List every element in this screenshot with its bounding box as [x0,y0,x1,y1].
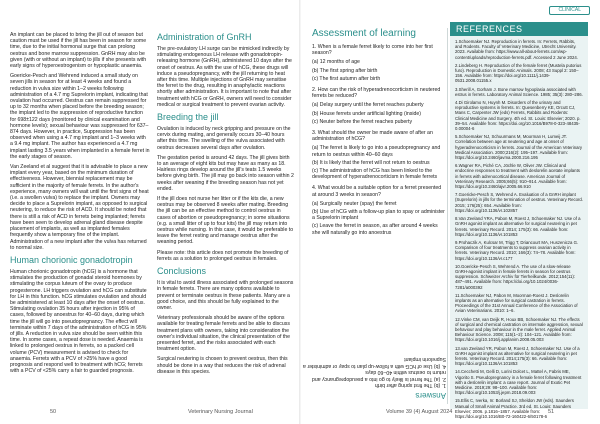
answer-option: (a) The ferret is likely to go into a pseudopregnancy and return to oestrus within 40–60 days [312,145,441,158]
answer-option: (b) House ferrets under artificial lighting (inside) [312,110,421,117]
paragraph: Ovulation is induced by neck gripping and pressure on the cervix during mating, and generally occurs 30–40 hours after this time. The swelling of the vulva associated with oestrus decreases several days after ovulation. [157,126,291,151]
paragraph: Surgical neutering is chosen to prevent oestrus, then this should be done in a way that reduces the risk of adrenal disease in this species. [157,356,288,375]
references-list [450,36,588,419]
left-column-2 [157,28,295,379]
question: 1. When is a female ferret likely to come into her first season? [312,44,433,57]
paragraph: Veterinary professionals should be aware of the options available for treating female ferrets and be able to discuss treatment plans with owners, taking into consideration the owner's individual situation, the clinical presentation of the presented ferret, and the risks associated with each treatment option. [157,315,291,353]
paragraph: The pre-ovulatory LH surge can be mimicked indirectly by stimulating endogenous LH release with gonadotropin-releasing hormone (GnRH), administered 10 days after the onset of oestrus. As with the use of hCG, these drugs will induce a pseudopregnancy, with the jill returning to heat after this time. Multiple injections of GnRH may sensitise the ferret to the drug, resulting in anaphylactic reactions shortly after administration. It is important to note that after treatment with hCG or GnRH, owners will need to consider medical or surgical treatment to prevent ovarian activity. [157,46,292,108]
section-heading-breeding: Breeding the jill [157,112,219,123]
reference-item: 12.Vinke CM, van Deijk R, Houx BB, Schoemaker NJ. The effects of surgical and chemical castration on intermale aggression, sexual behaviour and play behaviour in the male ferret. Applied Animal Behaviour Science. 2008; 115(1–2): 104–121. Available from: https://doi.org/10.1016/j.applanim.2008.05.003 [455,316,583,343]
answer-line: 1. (b) The first spring after birth [374,382,446,388]
reference-item: 14.Cecchetti M, Gelli D, Lorini Dolcet L, Mattel A, Fabris ME, Vigorito S. Pseudopregnancy in a female ferret following treatment with a deslorelin implant: a case report. Journal of Exotic Pet Medicine. 2019;29: 98–100. Available from: https://doi.org/10.1053/j.jepm.2018.09.003 [455,369,582,396]
references-panel [450,22,588,419]
paragraph: Van Zeeland et al suggest that it is advisable to place a new implant every year, based on the minimum duration of effectiveness. However, biennial replacement may be sufficient in the majority of female ferrets. In the author's experience, many owners will wait until the first signs of heat (i.e. a swollen vulva) to replace the implant. Owners may decide to place a Suprelorin implant, as opposed to surgical neutering, to reduce the risk of ACD. It should be noted that there is still a risk of ACD in ferrets being implanted; ferrets have been seen to develop adrenal gland disease despite placement of implants, as well as implanted females frequently show a temporary fine of the implant. Administration of a new implant after the vulva has returned to normal size. [10,164,149,251]
paragraph: Human chorionic gonadotropin (hCG) is a hormone that stimulates the production of gonadal steroid hormones by stimulating the corpus luteum of the ovary to produce progesterone. LH triggers ovulation and hCG can substitute for LH in this function. hCG stimulates ovulation and should be administered at least 10 days after the onset of oestrus. Stimulating ovulation 35 hours after injection in 95% of cases, followed by anoestrus for 40–60 days, during which time the jill will go into pseudopregnancy. The effect will terminate within 7 days of the administration of hCG in 95% of jills. A reduction in vulva size should be seen within this time. In some cases, a repeat dose is needed. Anaemia is linked to prolonged oestrus in ferrets, so a packed cell volume (PCV) measurement is advised to check for anaemia. Ferrets with a PCV of >25% have a good prognosis and respond well to treatment with hCG; ferrets with a PCV of <25% carry a fair to guarded prognosis. [10,268,147,375]
reference-item: 13.van Zeeland YR, Pabon M, Roest J, Schoemaker NJ. Use of a GnRH agonist implant as alternative for surgical neutering in pet ferrets. Veterinary Record. 2014;175(3): 66. Available from: https://doi.org/10.1136/vr.101853 [455,345,580,367]
paragraph: Please note: this article does not promote the breeding of ferrets as a solution to prolonged oestrus in females. [157,249,289,262]
answer-option: (b) The first spring after birth [312,67,378,74]
reference-item: 2.Lindeberg H. Reproduction of the female ferret (Mustela putorius furo). Reproduction in Domestic Animals. 2008; 43 Suppl 2: 150–156. Available from: https://doi.org/10.1111/j.1439-0531.2008.01155.x [455,62,582,84]
left-footer-journal: Veterinary Nursing Journal [188,409,253,415]
answer-option: (c) The first autumn after birth [312,75,381,82]
section-heading-hcg: Human chorionic gonadotropin [10,254,133,265]
reference-item: 6.Wagner RA, Piché CA, Jöchle W, Oliver JW. Clinical and endocrine responses to treatment with deslorelin acetate implants in ferrets with adrenocortical disease. American Journal of Veterinary Research. 2005;66(5): 910–914. Available from: https://doi.org/10.2460/ajvr.2005.66.910 [455,163,580,190]
paragraph: An implant can be placed to bring the jill out of season but caution must be used if the jill has been in season for some time, due to the initial hormonal surge that can prolong oestrus and bone marrow suppression. GnRH may also be given (with or without an implant) to jills if she presents with early signs of hyperoestrogenism or hypoplastic anaemia. [10,32,147,70]
reference-item: 11.Schoemaker NJ, Pabon M, Moorman-Roest J. Deslorelin implants as an alternative for surgical castration in ferrets. Proceedings of the 31st Annual Conference of the Association of Avian Veterinarians. 2010: 1–6. [455,292,578,314]
reference-item: 9.Prohaczik A, Kulcsar M, Trigg T, Driancourt MA, Huszenicza G. Comparison of four treatments to suppress ovarian activity in ferrets. Veterinary Record. 2010; 166(3): 74–78. Available from: https://doi.org/10.1136/vr.c177 [455,239,579,261]
answer-option: (a) 12 months of age [312,59,360,66]
answer-option: (a) Surgically neuter (spay) the ferret [312,200,397,207]
answer-option: (a) Delay surgery until the ferret reaches puberty [312,102,424,109]
assessment-title: Assessment of learning [312,28,416,39]
answer-option: (c) Neuter before the ferret reaches puberty [312,118,413,125]
question: 4. What would be a suitable option for a ferret presented at around 3 weeks in season? [312,185,442,198]
paragraph: The gestation period is around 42 days. The jill gives birth to an average of eight kits but may have as many as 18. Hairless rings develop around the jill's teats 1.5 weeks before giving birth. The jill may go back into season within 2 weeks after weaning if the breeding season has not yet ended. [157,154,294,192]
answer-line: 4. (b) Use of hCG with a follow-up plan to spay or administer a Suprelorin implant [302,356,446,369]
answer-option: (c) The administration of hCG has been linked to the development of hyperadrenocorticism in female ferrets [312,168,438,181]
question: 3. What should the owner be made aware of after an administration of hCG? [312,130,433,143]
answer-option: (b) It is likely that the ferret will not return to oestrus [312,159,430,166]
reference-item: 5.Schoemaker NJ, Schuurmans M, Moorman H, Lumeij JT. Correlation between age at neutering and age at onset of hyperadrenocorticism in ferrets. Journal of the American Veterinary Medical Association. 2000;216(2): 195–197. Available from: https://doi.org/10.2460/javma.2000.216.195 [455,134,583,161]
paragraph: If the jill does not nurse her litter or if the kits die, a new oestrus may be observed 8 weeks after mating. Breeding the jill can be an effective method to control oestrus in cases of abortion or pseudopregnancy; in some situations (e.g. a small litter of up to four kits) the jill may return into oestrus while nursing. In this case, it would be preferable to leave the ferret resting and manage oestrus after the weaning period. [157,196,294,246]
reference-item: 8.Van Zeeland YRA, Pabon M, Roest J, Schoemaker NJ. Use of a GnRH agonist implant as alternative for surgical neutering in pet ferrets. Veterinary Record. 2014; 175(3): 66. Available from: https://doi.org/10.1136/vr.101853 [455,216,581,237]
section-heading-gnrh: Administration of GnRH [157,32,252,42]
reference-item: 7.Goericke-Pesch S, Wehrend A. Evaluation of a GnRH implant (Suprelorin) in jills for the termination of oestrus. Veterinary Record. 2015; 176(25): 654. Available from: https://doi.org/10.1136/vr.102857 [455,192,584,213]
answers-title: Answers [415,391,446,400]
references-title: REFERENCES [450,22,588,36]
left-footer-page-number: 50 [50,409,57,415]
page-spine [299,0,301,424]
question: 2. How can the risk of hyperadrenocorticism in neutered ferrets be reduced? [312,87,441,100]
answers-box [303,330,446,400]
section-heading-conclusions: Conclusions [157,266,207,277]
reference-item: 4.Di Girolamo N, Huynh M. Disorders of the urinary and reproductive systems in ferrets. In: Quesenberry KE, Orcutt CJ, Mans C, Carpenter JW (eds) Ferrets, Rabbits and Rodents: Clinical Medicine and Surgery. 4th ed. St. Louis: Elsevier; 2020. p. 39–54. Available from: https://doi.org/10.1016/B978-0-323-48435-0.00004-6 [455,100,581,132]
reference-item: 1.Schoemaker NJ. Reproduction in ferrets. In: Ferrets, Rabbits, and Rodents. Faculty of Veterinary Medicine, Utrecht University. 2023. Available from: https://www.all-about-ferrets.com/wp-content/uploads/reproduction-ferrets.pdf. Accessed 2 June 2024. [455,39,579,60]
paragraph: It is vital to avoid illness associated with prolonged seasons in female ferrets. There are many options available to prevent or terminate oestrus in these patients. Many are a good choice, and this should be fully explained to the owner. [157,280,294,311]
paragraph: Goericke-Pesch and Wehrend induced a small study on seven jills in season for at least 4 weeks and found a reduction in vulva size within 1–2 weeks following administration of a 4.7 mg Suprelorin implant, indicating that ovulation had occurred. Oestrus can remain suppressed for up to 32 months when placed before the breeding season; the implant led to the suppression of reproductive function for 698±122 days (monitored by clinical examination and hormone levels); sexual behaviour was suppressed for 637–874 days. However, in practice, Suppression has been observed when using a 4.7 mg implant and 1–3 weeks with a 9.4 mg implant. The author has experienced a 4.7 mg implant lasting 3.5 years when implanted in a female ferret in the early stages of season. [10,73,150,160]
right-footer-page-number: 51 [548,409,555,415]
answer-line: 2. (a) The ferret is likely to go into a pseudopregnancy and return to oestrus within 40–60 days [312,369,446,382]
answer-option: (b) Use of hCG with a follow-up plan to spay or administer a Suprelorin implant [312,209,445,222]
left-column-1 [10,32,150,378]
assessment-column [312,28,446,238]
answer-option: (c) Leave the ferret in season, as after around 4 weeks she will naturally go into anoestrus [312,223,438,236]
reference-item: 10.Goericke-Pesch S, Wehrend A. The use of a slow-release GnRH-agonist implant in female ferrets in season for oestrus suppression. Schweizer Archiv für Tierheilkunde. 2012;154(11): 487–491. Available from: https://doi.org/10.1024/0036-7281/a000392 [455,263,576,290]
reference-item: 3.Sherill A, Gorham J. Bone marrow hypoplasia associated with estrus in ferrets. Laboratory Animal Science. 1985; 35(3): 280–286. [455,86,583,97]
right-footer-journal: Volume 39 (4) August 2024 [386,409,453,415]
section-tag: CLINICAL [549,6,590,15]
column-divider [447,28,448,404]
reference-item: 15.Ellis C, Iverka, In: Borland SJ, Sheldon JW (eds). Saunders Manual of Small Animal Practice. 3rd ed. St. Louis: Saunders Elsevier; 2006. p.1816–1857. Available from: https://doi.org/10.1016/B0-72-160422-6/50178-6 [455,398,574,419]
